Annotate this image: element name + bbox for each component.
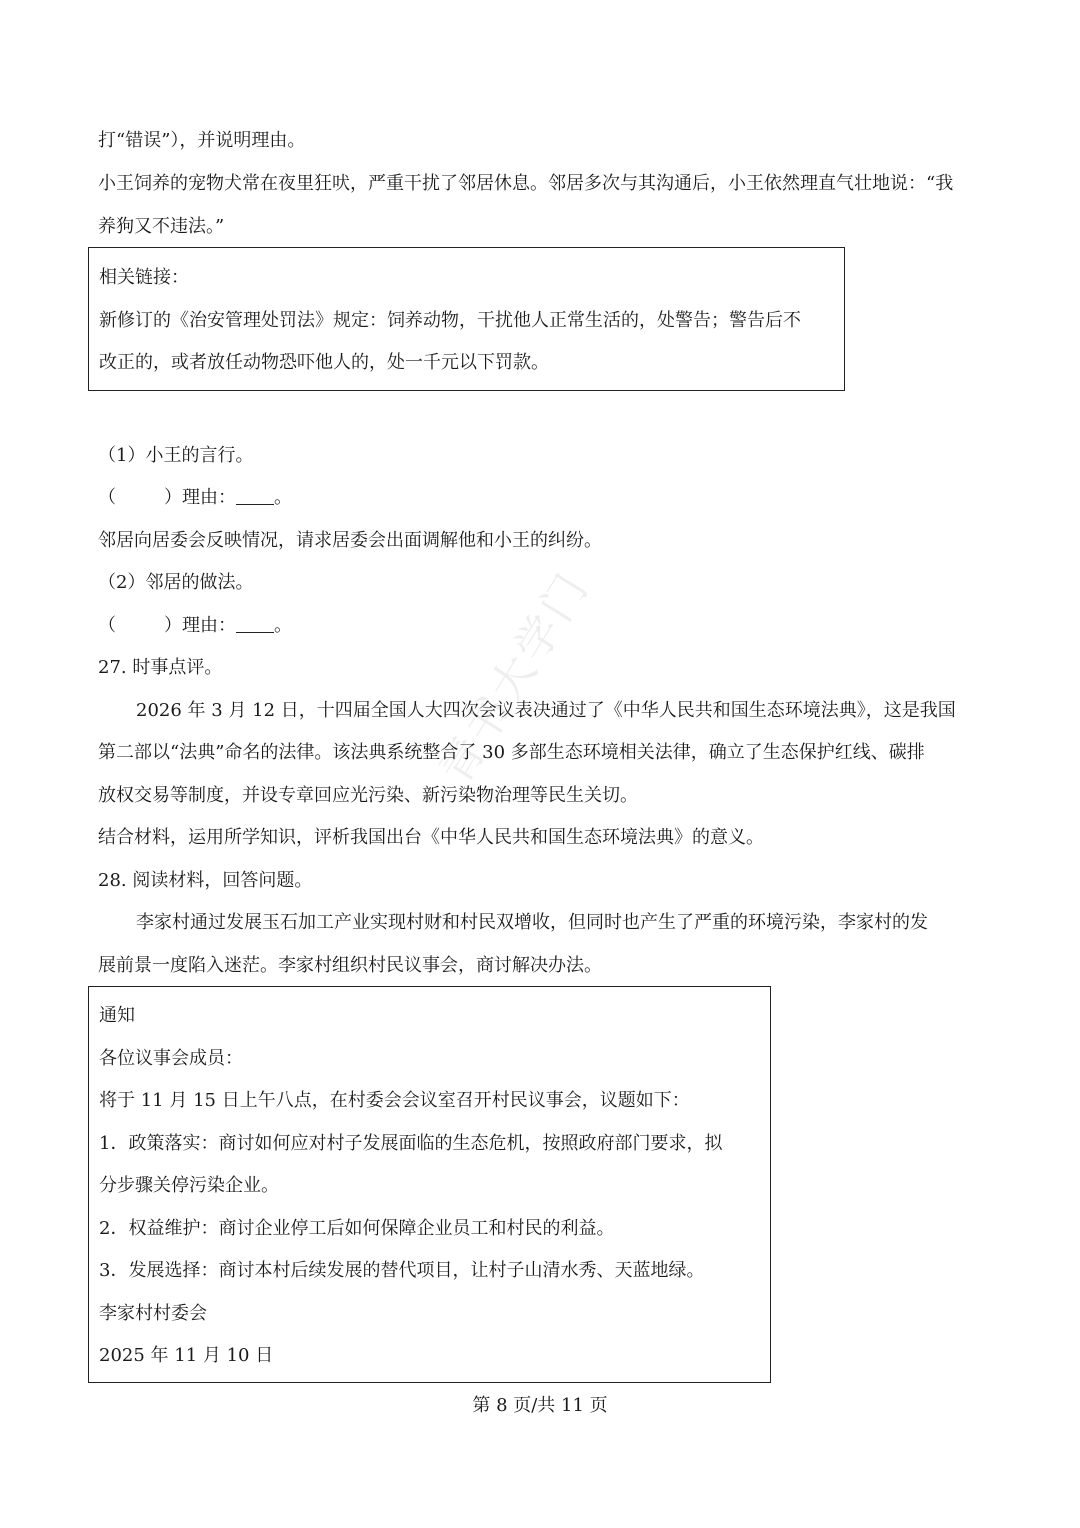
related-link-box [88, 247, 845, 391]
q27-paragraph-line-2: 第二部以“法典”命名的法律。该法典系统整合了 30 多部生态环境相关法律，确立了生态保护红线、碳排 [98, 742, 925, 763]
notice-item-3: 3．发展选择：商讨本村后续发展的替代项目，让村子山清水秀、天蓝地绿。 [99, 1260, 705, 1281]
judgment-open-paren: （ [98, 487, 116, 508]
notice-item-1-line-2: 分步骤关停污染企业。 [99, 1175, 279, 1196]
answer-end: 。 [274, 487, 292, 508]
answer-line-1 [98, 486, 292, 510]
scenario-line-1: 小王饲养的宠物犬常在夜里狂吠，严重干扰了邻居休息。邻居多次与其沟通后，小王依然理直气壮地说：“我 [98, 173, 954, 194]
notice-box [88, 986, 771, 1383]
answer-blank[interactable] [236, 614, 274, 633]
link-box-line-1: 新修订的《治安管理处罚法》规定：饲养动物，干扰他人正常生活的，处警告；警告后不 [99, 310, 801, 331]
q28-paragraph-line-2: 展前景一度陷入迷茫。李家村组织村民议事会，商讨解决办法。 [98, 955, 602, 976]
notice-intro: 将于 11 月 15 日上午八点，在村委会会议室召开村民议事会，议题如下： [99, 1090, 690, 1111]
judgment-open-paren: （ [98, 615, 116, 636]
notice-item-2: 2．权益维护：商讨企业停工后如何保障企业员工和村民的利益。 [99, 1218, 615, 1239]
q27-paragraph-line-3: 放权交易等制度，并设专章回应光污染、新污染物治理等民生关切。 [98, 785, 638, 806]
scenario-line-2: 养狗又不违法。” [98, 216, 225, 237]
notice-date: 2025 年 11 月 10 日 [99, 1345, 274, 1366]
answer-blank[interactable] [236, 486, 274, 505]
answer-line-2 [98, 614, 292, 638]
answer-end: 。 [274, 615, 292, 636]
link-box-line-2: 改正的，或者放任动物恐吓他人的，处一千元以下罚款。 [99, 352, 549, 373]
neighbor-text: 邻居向居委会反映情况，请求居委会出面调解他和小王的纠纷。 [98, 530, 602, 551]
watermark: 青书大学门 [429, 562, 600, 793]
notice-item-1-line-1: 1．政策落实：商讨如何应对村子发展面临的生态危机，按照政府部门要求，拟 [99, 1133, 723, 1154]
link-box-title: 相关链接： [99, 267, 189, 288]
q27-task: 结合材料，运用所学知识，评析我国出台《中华人民共和国生态环境法典》的意义。 [98, 827, 764, 848]
sub-question-1: （1）小王的言行。 [98, 445, 254, 466]
reason-label: ）理由： [164, 615, 236, 636]
notice-greeting: 各位议事会成员： [99, 1048, 243, 1069]
q27-paragraph-line-1: 2026 年 3 月 12 日，十四届全国人大四次会议表决通过了《中华人民共和国生态环境法典》，这是我国 [136, 700, 956, 721]
question-26-ending: 打“错误”），并说明理由。 [98, 130, 306, 151]
q28-paragraph-line-1: 李家村通过发展玉石加工产业实现村财和村民双增收，但同时也产生了严重的环境污染，李家村的发 [136, 912, 928, 933]
notice-signer: 李家村村委会 [99, 1303, 207, 1324]
page-footer: 第 8 页/共 11 页 [472, 1395, 608, 1416]
reason-label: ）理由： [164, 487, 236, 508]
sub-question-2: （2）邻居的做法。 [98, 572, 254, 593]
question-28-title: 28. 阅读材料，回答问题。 [98, 870, 313, 891]
question-27-title: 27. 时事点评。 [98, 657, 223, 678]
notice-title: 通知 [99, 1005, 135, 1026]
